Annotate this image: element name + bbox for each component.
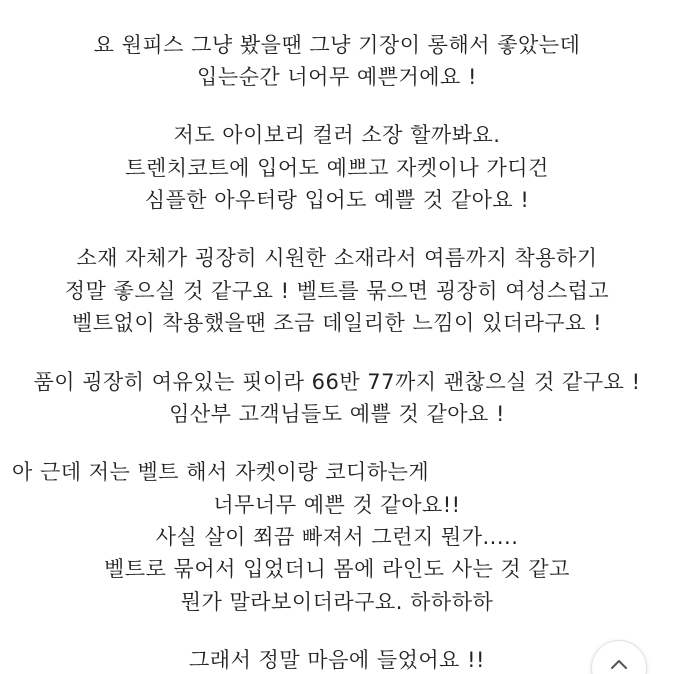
chevron-up-icon <box>609 657 629 671</box>
review-line: 너무너무 예쁜 것 같아요!! <box>213 493 461 517</box>
review-line: 뭔가 말라보이더라구요. 하하하하 <box>180 590 494 614</box>
review-line: 입는순간 너어무 예쁜거에요 ! <box>197 65 477 89</box>
review-line: 벨트없이 착용했을땐 조금 데일리한 느낌이 있더라구요 ! <box>71 311 603 335</box>
review-line: 트렌치코트에 입어도 예쁘고 자켓이나 가디건 <box>125 156 549 180</box>
review-line: 요 원피스 그냥 봤을땐 그냥 기장이 롱해서 좋았는데 <box>93 33 581 57</box>
review-line: 임산부 고객님들도 예쁠 것 같아요 ! <box>169 402 505 426</box>
review-line: 품이 굉장히 여유있는 핏이라 66반 77까지 괜찮으실 것 같구요 ! <box>33 370 641 394</box>
review-line: 저도 아이보리 컬러 소장 할까봐요. <box>173 123 501 147</box>
review-line: 아 근데 저는 벨트 해서 자켓이랑 코디하는게 <box>12 460 430 484</box>
review-line: 사실 살이 쬐끔 빠져서 그런지 뭔가..... <box>155 525 519 549</box>
review-line: 심플한 아우터랑 입어도 예쁠 것 같아요 ! <box>144 188 530 212</box>
review-line: 정말 좋으실 것 같구요 ! 벨트를 묶으면 굉장히 여성스럽고 <box>64 279 610 303</box>
review-line: 벨트로 묶어서 입었더니 몸에 라인도 사는 것 같고 <box>104 557 570 581</box>
review-line: 소재 자체가 굉장히 시원한 소재라서 여름까지 착용하기 <box>76 246 598 270</box>
review-line: 그래서 정말 마음에 들었어요 !! <box>189 648 485 672</box>
